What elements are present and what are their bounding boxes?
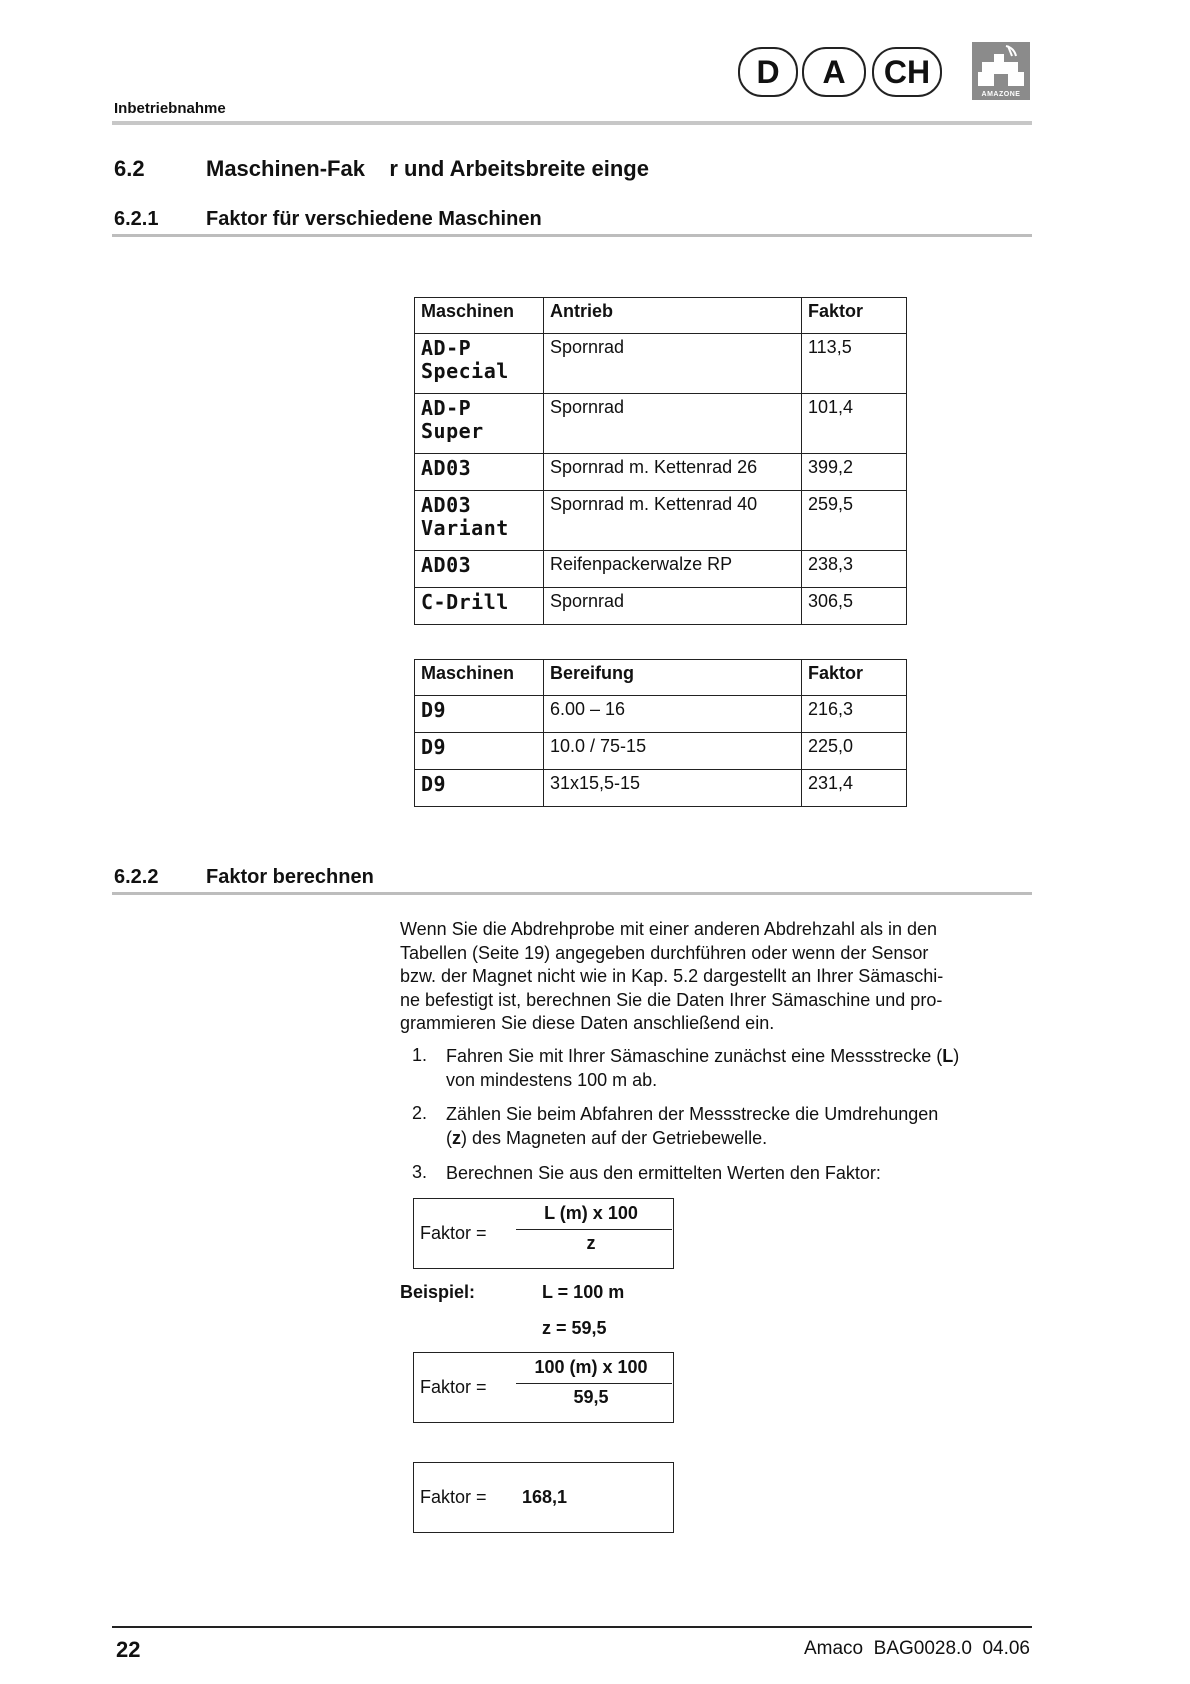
heading-6-2-1-number: 6.2.1 (114, 208, 159, 230)
result-value: 168,1 (522, 1487, 568, 1507)
machine-cell (415, 733, 544, 770)
heading-6-2-number: 6.2 (114, 156, 145, 181)
machine-name: AD03 (421, 456, 472, 480)
fraction-line (516, 1383, 672, 1384)
machine-name: AD-P (421, 396, 472, 420)
table-row (415, 733, 907, 770)
intro-paragraph (400, 918, 1030, 1036)
table-row (415, 770, 907, 807)
factor-cell: 306,5 (802, 588, 907, 625)
intro-line: Wenn Sie die Abdrehprobe mit einer anderen Abdrehzahl als in den (400, 919, 938, 939)
factor-table-drive (414, 297, 907, 625)
factor-cell: 113,5 (802, 334, 907, 394)
factor-cell: 101,4 (802, 394, 907, 454)
machine-cell (415, 551, 544, 588)
table-header-row (415, 660, 907, 696)
column-header: Bereifung (544, 660, 802, 696)
formula-numerator: L (m) x 100 (544, 1203, 638, 1223)
amazone-logo (972, 42, 1030, 100)
example-label: Beispiel: (400, 1282, 476, 1302)
factor-cell: 238,3 (802, 551, 907, 588)
machine-cell (415, 588, 544, 625)
tyres-cell: 10.0 / 75-15 (544, 733, 802, 770)
header-rule (112, 121, 1032, 125)
step-text: Berechnen Sie aus den ermittelten Werten den Faktor: (446, 1163, 881, 1183)
heading-6-2-title: Maschinen-Fak r und Arbeitsbreite einge (206, 156, 649, 181)
factor-cell: 399,2 (802, 454, 907, 491)
footer-rule (112, 1626, 1032, 1628)
document-reference: Amaco BAG0028.0 04.06 (803, 1638, 1030, 1659)
machine-name: AD03 (421, 553, 472, 577)
example-length: L = 100 m (542, 1282, 625, 1302)
factor-cell: 259,5 (802, 491, 907, 551)
example-revolutions: z = 59,5 (542, 1318, 607, 1338)
machine-cell (415, 770, 544, 807)
step-number: 1. (412, 1045, 428, 1065)
step-number: 2. (412, 1103, 428, 1123)
machine-name: D9 (421, 698, 447, 722)
factor-cell: 225,0 (802, 733, 907, 770)
table-row (415, 551, 907, 588)
intro-line: grammieren Sie diese Daten anschließend ein. (400, 1013, 775, 1033)
column-header: Maschinen (415, 298, 544, 334)
section-rule (112, 234, 1032, 237)
section-rule (112, 892, 1032, 895)
machine-name: C-Drill (421, 590, 509, 614)
section-label: Inbetriebnahme (114, 100, 226, 117)
machine-name: D9 (421, 735, 447, 759)
machine-variant: Variant (421, 516, 509, 540)
table-row (415, 588, 907, 625)
intro-line: bzw. der Magnet nicht wie in Kap. 5.2 dargestellt an Ihrer Sämaschi- (400, 966, 944, 986)
drive-cell: Spornrad m. Kettenrad 40 (544, 491, 802, 551)
machine-variant: Super (421, 419, 484, 443)
machine-cell (415, 454, 544, 491)
heading-6-2-1-title: Faktor für verschiedene Maschinen (206, 208, 542, 230)
logo-text: AMAZONE (981, 91, 1021, 98)
factor-cell: 216,3 (802, 696, 907, 733)
machine-name: AD03 (421, 493, 472, 517)
drive-cell: Spornrad (544, 588, 802, 625)
result-box (413, 1462, 674, 1533)
formula-label: Faktor = (420, 1223, 487, 1243)
drive-cell: Reifenpackerwalze RP (544, 551, 802, 588)
country-badge-a: A (802, 47, 866, 97)
machine-variant: Special (421, 359, 509, 383)
machine-cell (415, 334, 544, 394)
drive-cell: Spornrad m. Kettenrad 26 (544, 454, 802, 491)
factor-cell: 231,4 (802, 770, 907, 807)
factor-table-tyres (414, 659, 907, 807)
tractor-icon (972, 42, 1030, 90)
page-number: 22 (116, 1637, 141, 1662)
fraction-line (516, 1229, 672, 1230)
column-header: Antrieb (544, 298, 802, 334)
table-row (415, 334, 907, 394)
column-header: Faktor (802, 298, 907, 334)
country-badge-ch: CH (872, 47, 942, 97)
formula-denominator: 59,5 (573, 1387, 609, 1407)
tyres-cell: 6.00 – 16 (544, 696, 802, 733)
country-badge-d: D (738, 47, 798, 97)
column-header: Faktor (802, 660, 907, 696)
table-header-row (415, 298, 907, 334)
step-number: 3. (412, 1162, 428, 1182)
step-text: Fahren Sie mit Ihrer Sämaschine zunächst eine Messstrecke (L) von mindestens 100 m ab. (446, 1046, 960, 1090)
formula-box (413, 1198, 674, 1269)
example-formula-box (413, 1352, 674, 1423)
table-row (415, 394, 907, 454)
formula-denominator: z (586, 1233, 596, 1253)
machine-cell (415, 696, 544, 733)
drive-cell: Spornrad (544, 334, 802, 394)
table-row (415, 454, 907, 491)
column-header: Maschinen (415, 660, 544, 696)
machine-cell (415, 491, 544, 551)
heading-6-2-2-number: 6.2.2 (114, 866, 159, 888)
tyres-cell: 31x15,5-15 (544, 770, 802, 807)
table-row (415, 491, 907, 551)
machine-cell (415, 394, 544, 454)
table-row (415, 696, 907, 733)
machine-name: AD-P (421, 336, 472, 360)
formula-label: Faktor = (420, 1377, 487, 1397)
drive-cell: Spornrad (544, 394, 802, 454)
heading-6-2-2-title: Faktor berechnen (206, 866, 374, 888)
machine-name: D9 (421, 772, 447, 796)
intro-line: Tabellen (Seite 19) angegeben durchführen oder wenn der Sensor (400, 942, 929, 963)
formula-numerator: 100 (m) x 100 (534, 1357, 648, 1377)
step-text: Zählen Sie beim Abfahren der Messstrecke die Umdrehungen (z) des Magneten auf der Getriebewelle. (446, 1104, 939, 1148)
result-label: Faktor = (420, 1487, 487, 1507)
intro-line: ne befestigt ist, berechnen Sie die Daten Ihrer Sämaschine und pro- (400, 989, 943, 1010)
